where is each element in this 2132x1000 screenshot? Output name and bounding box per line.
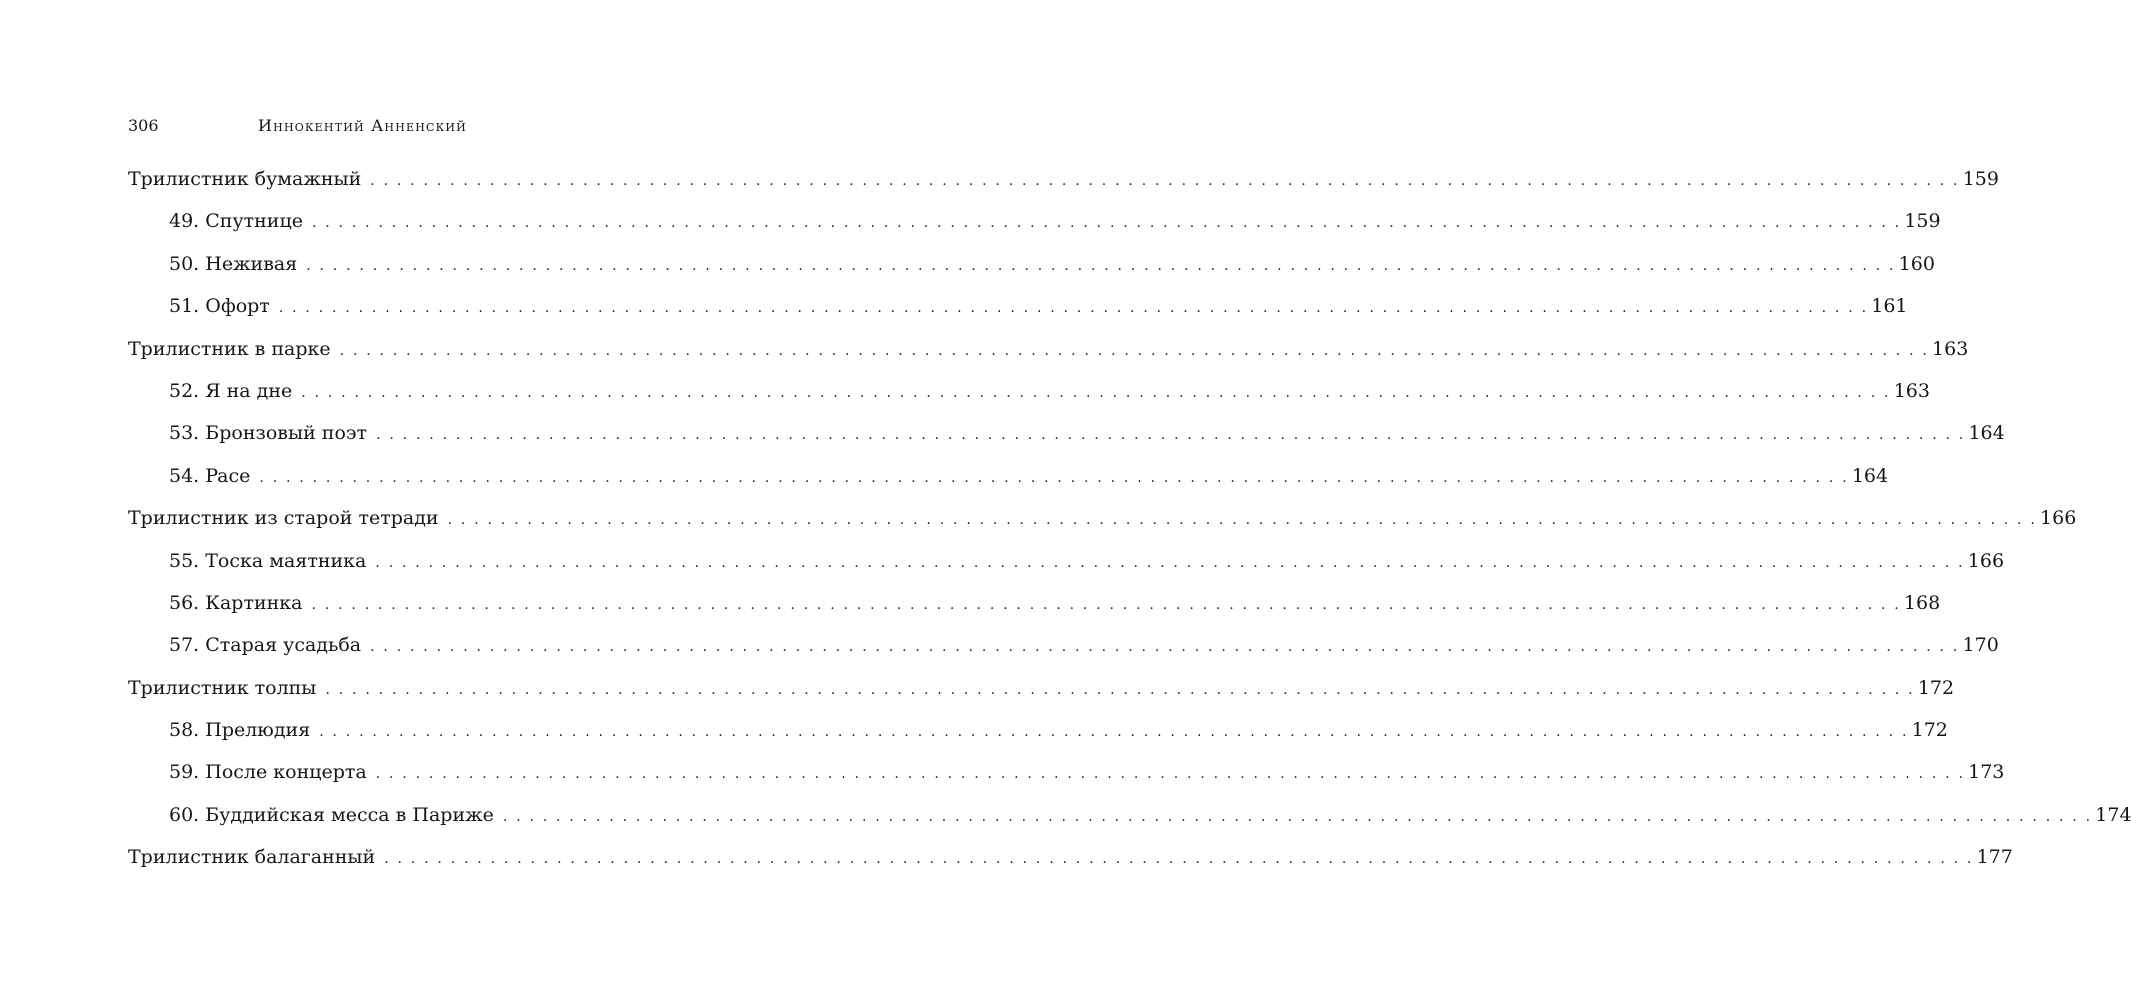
toc-entry-title: 49. Спутнице xyxy=(169,210,303,233)
toc-entry-poem[interactable] xyxy=(128,803,2132,846)
toc-dot-leader: . . . . . . . . . . . . . . . . . . . . . . . . . . . . . . . . . . . . . . . . . . . . . . . . . . . . . . . . . . . . . . . . . . . . . . . . . . . . . . . . . . . . . . . . . . . . . . . . . . . . . . . . . . . . . . . . . . . . . . . . xyxy=(339,342,1930,359)
toc-entry-page: 163 xyxy=(1932,337,1969,360)
toc-dot-leader: . . . . . . . . . . . . . . . . . . . . . . . . . . . . . . . . . . . . . . . . . . . . . . . . . . . . . . . . . . . . . . . . . . . . . . . . . . . . . . . . . . . . . . . . . . . . . . . . . . . . . . . . . . . . . . . . . . . . . . . . xyxy=(370,173,1960,189)
toc-dot-leader: . . . . . . . . . . . . . . . . . . . . . . . . . . . . . . . . . . . . . . . . . . . . . . . . . . . . . . . . . . . . . . . . . . . . . . . . . . . . . . . . . . . . . . . . . . . . . . . . . . . . . . . . . . . . . . . . . . . . . . . . xyxy=(319,724,1909,741)
toc-entry-poem[interactable] xyxy=(128,295,1908,337)
toc-entry-title: 59. После концерта xyxy=(169,761,367,784)
toc-entry-poem[interactable] xyxy=(128,422,2005,464)
toc-dot-leader: . . . . . . . . . . . . . . . . . . . . . . . . . . . . . . . . . . . . . . . . . . . . . . . . . . . . . . . . . . . . . . . . . . . . . . . . . . . . . . . . . . . . . . . . . . . . . . . . . . . . . . . . . . . . . . . . . . . . . . . . xyxy=(301,384,1891,401)
toc-entry-page: 172 xyxy=(1911,719,1948,742)
toc-dot-leader: . . . . . . . . . . . . . . . . . . . . . . . . . . . . . . . . . . . . . . . . . . . . . . . . . . . . . . . . . . . . . . . . . . . . . . . . . . . . . . . . . . . . . . . . . . . . . . . . . . . . . . . . . . . . . . . . . . . . . . . . xyxy=(376,427,1966,444)
toc-entry-poem[interactable] xyxy=(128,634,1999,676)
toc-entry-page: 170 xyxy=(1962,634,1999,657)
toc-entry-title: Трилистник бумажный xyxy=(128,168,362,190)
toc-entry-title: 57. Старая усадьба xyxy=(169,634,362,657)
toc-dot-leader: . . . . . . . . . . . . . . . . . . . . . . . . . . . . . . . . . . . . . . . . . . . . . . . . . . . . . . . . . . . . . . . . . . . . . . . . . . . . . . . . . . . . . . . . . . . . . . . . . . . . . . . . . . . . . . . . . . . . . . . . xyxy=(311,596,1901,613)
toc-dot-leader: . . . . . . . . . . . . . . . . . . . . . . . . . . . . . . . . . . . . . . . . . . . . . . . . . . . . . . . . . . . . . . . . . . . . . . . . . . . . . . . . . . . . . . . . . . . . . . . . . . . . . . . . . . . . . . . . . . . . . . . . xyxy=(447,512,2038,529)
toc-entry-section[interactable] xyxy=(128,676,1955,719)
toc-dot-leader: . . . . . . . . . . . . . . . . . . . . . . . . . . . . . . . . . . . . . . . . . . . . . . . . . . . . . . . . . . . . . . . . . . . . . . . . . . . . . . . . . . . . . . . . . . . . . . . . . . . . . . . . . . . . . . . . . . . . . . . . xyxy=(375,766,1966,783)
toc-entry-section[interactable] xyxy=(128,337,1969,380)
toc-entry-poem[interactable] xyxy=(128,464,1889,507)
toc-entry-title: 56. Картинка xyxy=(169,591,303,614)
toc-entry-page: 159 xyxy=(1904,210,1941,233)
toc-entry-title: 51. Офорт xyxy=(169,295,270,318)
toc-entry-title: 50. Неживая xyxy=(169,252,298,275)
toc-entry-page: 173 xyxy=(1968,761,2005,784)
toc-entry-poem[interactable] xyxy=(128,549,2005,592)
toc-entry-title: Трилистник в парке xyxy=(128,337,331,360)
toc-entry-title: 60. Буддийская месса в Париже xyxy=(169,803,494,826)
toc-entry-page: 177 xyxy=(1976,846,2013,869)
toc-dot-leader: . . . . . . . . . . . . . . . . . . . . . . . . . . . . . . . . . . . . . . . . . . . . . . . . . . . . . . . . . . . . . . . . . . . . . . . . . . . . . . . . . . . . . . . . . . . . . . . . . . . . . . . . . . . . . . . . . . . . . . . . xyxy=(311,215,1902,232)
toc-dot-leader: . . . . . . . . . . . . . . . . . . . . . . . . . . . . . . . . . . . . . . . . . . . . . . . . . . . . . . . . . . . . . . . . . . . . . . . . . . . . . . . . . . . . . . . . . . . . . . . . . . . . . . . . . . . . . . . . . . . . . . . . xyxy=(278,300,1869,317)
toc-entry-title: Трилистник балаганный xyxy=(128,846,376,869)
toc-entry-poem[interactable] xyxy=(128,379,1930,422)
toc-entry-section[interactable] xyxy=(128,846,2013,888)
toc-entry-page: 160 xyxy=(1898,252,1935,275)
toc-entry-title: Трилистник из старой тетради xyxy=(128,507,439,530)
toc-entry-page: 172 xyxy=(1917,676,1955,699)
toc-dot-leader: . . . . . . . . . . . . . . . . . . . . . . . . . . . . . . . . . . . . . . . . . . . . . . . . . . . . . . . . . . . . . . . . . . . . . . . . . . . . . . . . . . . . . . . . . . . . . . . . . . . . . . . . . . . . . . . . . . . . . . . . xyxy=(384,851,1974,868)
toc-entry-page: 161 xyxy=(1871,295,1908,318)
toc-entry-page: 166 xyxy=(1967,549,2005,572)
toc-entry-page: 159 xyxy=(1962,168,1999,190)
toc-entry-title: Трилистник толпы xyxy=(128,676,317,699)
toc-entry-title: 53. Бронзовый поэт xyxy=(169,422,368,445)
toc-entry-title: 55. Тоска маятника xyxy=(169,549,367,572)
toc-dot-leader: . . . . . . . . . . . . . . . . . . . . . . . . . . . . . . . . . . . . . . . . . . . . . . . . . . . . . . . . . . . . . . . . . . . . . . . . . . . . . . . . . . . . . . . . . . . . . . . . . . . . . . . . . . . . . . . . . . . . . . . . xyxy=(502,808,2093,825)
table-of-contents xyxy=(128,168,2132,889)
toc-entry-page: 164 xyxy=(1968,422,2005,445)
toc-entry-poem[interactable] xyxy=(128,210,1941,252)
toc-entry-page: 168 xyxy=(1903,591,1941,614)
toc-entry-page: 164 xyxy=(1851,464,1889,487)
running-title: Иннокентий Анненский xyxy=(258,116,467,135)
toc-dot-leader: . . . . . . . . . . . . . . . . . . . . . . . . . . . . . . . . . . . . . . . . . . . . . . . . . . . . . . . . . . . . . . . . . . . . . . . . . . . . . . . . . . . . . . . . . . . . . . . . . . . . . . . . . . . . . . . . . . . . . . . . xyxy=(375,554,1965,571)
toc-dot-leader: . . . . . . . . . . . . . . . . . . . . . . . . . . . . . . . . . . . . . . . . . . . . . . . . . . . . . . . . . . . . . . . . . . . . . . . . . . . . . . . . . . . . . . . . . . . . . . . . . . . . . . . . . . . . . . . . . . . . . . . . xyxy=(370,639,1960,656)
toc-entry-poem[interactable] xyxy=(128,252,1935,295)
toc-entry-title: 54. Pace xyxy=(169,464,251,487)
toc-entry-page: 174 xyxy=(2095,803,2132,826)
toc-entry-title: 58. Прелюдия xyxy=(169,719,311,742)
page-header xyxy=(128,116,488,144)
page-number: 306 xyxy=(128,116,159,135)
toc-entry-poem[interactable] xyxy=(128,591,1941,634)
toc-entry-page: 163 xyxy=(1893,379,1930,402)
toc-dot-leader: . . . . . . . . . . . . . . . . . . . . . . . . . . . . . . . . . . . . . . . . . . . . . . . . . . . . . . . . . . . . . . . . . . . . . . . . . . . . . . . . . . . . . . . . . . . . . . . . . . . . . . . . . . . . . . . . . . . . . . . . xyxy=(259,469,1849,486)
toc-entry-poem[interactable] xyxy=(128,761,2005,803)
toc-entry-title: 52. Я на дне xyxy=(169,379,293,402)
toc-entry-section[interactable] xyxy=(128,507,2077,549)
toc-dot-leader: . . . . . . . . . . . . . . . . . . . . . . . . . . . . . . . . . . . . . . . . . . . . . . . . . . . . . . . . . . . . . . . . . . . . . . . . . . . . . . . . . . . . . . . . . . . . . . . . . . . . . . . . . . . . . . . . . . . . . . . . xyxy=(325,681,1915,698)
toc-entry-section[interactable] xyxy=(128,168,1999,210)
toc-entry-page: 166 xyxy=(2040,507,2077,530)
toc-dot-leader: . . . . . . . . . . . . . . . . . . . . . . . . . . . . . . . . . . . . . . . . . . . . . . . . . . . . . . . . . . . . . . . . . . . . . . . . . . . . . . . . . . . . . . . . . . . . . . . . . . . . . . . . . . . . . . . . . . . . . . . . xyxy=(306,257,1896,274)
toc-entry-poem[interactable] xyxy=(128,719,1948,761)
